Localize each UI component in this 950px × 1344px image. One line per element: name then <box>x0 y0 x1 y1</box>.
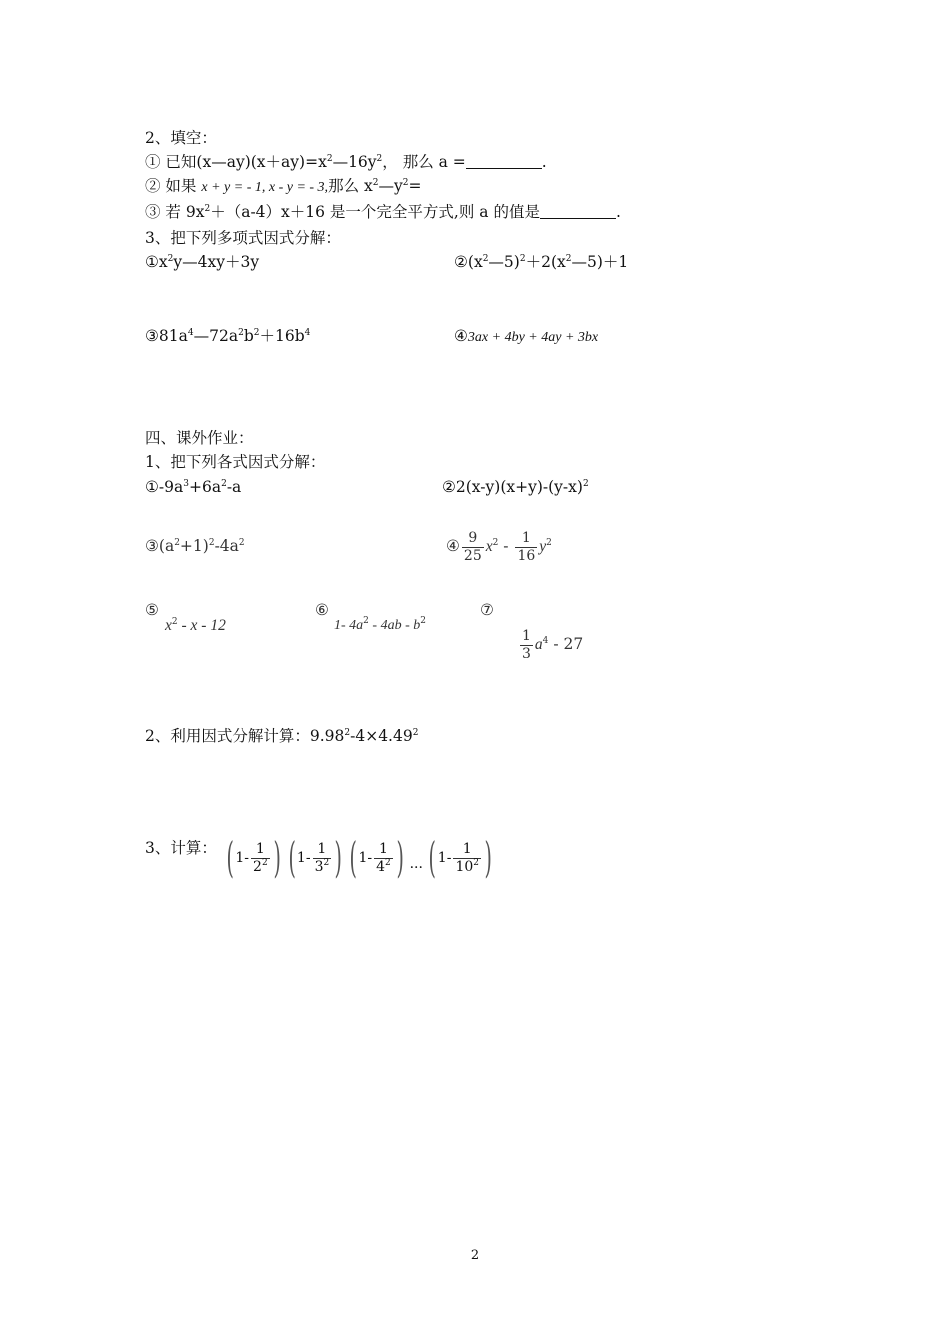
sup: 2 <box>204 204 211 214</box>
answer-blank-1[interactable] <box>466 154 542 169</box>
sup: 2 <box>473 857 479 868</box>
var-a: a <box>534 636 543 653</box>
sup: 4 <box>542 636 549 646</box>
factor-group-10 <box>427 834 493 882</box>
e1-text: -a <box>226 478 242 496</box>
one-minus: 1- <box>235 850 250 866</box>
e4-num: ④ <box>446 537 460 555</box>
q1-text: ① 已知(x—ay)(x＋ay)=x <box>145 153 327 171</box>
q2-text: 2、利用因式分解计算：9.98 <box>145 727 345 745</box>
q1-text: —16y <box>332 153 377 171</box>
sup: 2 <box>323 857 330 868</box>
sup: 2 <box>565 254 572 264</box>
fraction-1-16 <box>515 530 537 565</box>
sup: 4 <box>187 328 194 338</box>
p1-text: ①x <box>145 253 168 271</box>
q1-text: . <box>541 153 547 171</box>
section-2-title: 2、填空： <box>145 129 217 147</box>
frac-den <box>374 858 393 876</box>
homework-e5-num: ⑤ <box>145 601 159 619</box>
sup: 2 <box>253 328 260 338</box>
homework-e1 <box>145 477 241 497</box>
homework-e5 <box>165 615 226 636</box>
right-paren: ) <box>396 833 404 882</box>
sup: 2 <box>174 538 180 548</box>
minus: - <box>498 537 514 555</box>
sup: 2 <box>344 728 351 738</box>
fraction-1-10sq <box>453 841 481 876</box>
product-expression <box>225 834 493 892</box>
sup: 2 <box>167 254 174 264</box>
fraction-1-3sq <box>313 841 332 876</box>
sup: 2 <box>402 178 409 188</box>
den-base: 4 <box>376 858 386 875</box>
factor-problem-4 <box>454 326 598 348</box>
p2-text: ②(x <box>454 253 483 271</box>
homework-e4 <box>446 524 552 569</box>
var-x: x <box>485 538 493 555</box>
left-paren: ( <box>226 833 234 882</box>
answer-blank-3[interactable] <box>540 204 616 219</box>
q2-text: 那么 x <box>328 177 373 195</box>
one-minus: 1- <box>296 850 311 866</box>
p3-text: ③81a <box>145 327 188 345</box>
sup: 2 <box>582 479 589 489</box>
frac-num: 1 <box>521 529 531 546</box>
sup: 2 <box>412 728 419 738</box>
sup: 2 <box>519 254 526 264</box>
q2-text: ② 如果 <box>145 177 197 195</box>
p2-text: ＋2(x <box>525 253 566 271</box>
sup: 2 <box>385 857 391 868</box>
p3-text: b <box>243 327 254 345</box>
frac-num: 9 <box>468 529 478 546</box>
e2-text: ②2(x-y)(x+y)-(y-x) <box>442 478 583 496</box>
fraction-1-4sq <box>374 841 393 876</box>
section-4-title: 四、课外作业： <box>145 429 254 447</box>
e3-text: +1) <box>179 537 209 555</box>
e1-text: +6a <box>188 478 222 496</box>
homework-e3 <box>145 536 245 556</box>
ellipsis: ··· <box>409 860 423 876</box>
left-paren: ( <box>428 833 437 882</box>
den-base: 2 <box>253 858 262 875</box>
fraction-1-3 <box>520 628 533 663</box>
factor-group-2 <box>225 834 282 882</box>
p1-text: y—4xy＋3y <box>173 253 260 271</box>
sup: 2 <box>420 616 426 626</box>
homework-e6 <box>334 615 426 636</box>
e1-text: ①-9a <box>145 478 184 496</box>
homework-e7-num: ⑦ <box>480 601 494 619</box>
frac-num: 1 <box>462 840 472 857</box>
factor-problem-2 <box>454 252 628 272</box>
p4-math: 3ax + 4by + 4ay + 3bx <box>467 330 599 345</box>
q2-text: = <box>408 177 422 195</box>
frac-den: 3 <box>522 645 531 662</box>
q1-text: ， 那么 a = <box>382 153 466 171</box>
p2-text: —5) <box>488 253 520 271</box>
one-minus: 1- <box>358 850 373 866</box>
right-paren: ) <box>273 833 281 882</box>
homework-e6-num: ⑥ <box>315 601 329 619</box>
q3-text: ＋（a-4）x＋16 是一个完全平方式,则 a 的值是 <box>210 203 540 221</box>
sup: 2 <box>261 857 268 868</box>
sup: 2 <box>363 616 369 626</box>
frac-num: 1 <box>522 627 531 644</box>
sup: 2 <box>208 538 215 548</box>
sup: 2 <box>482 254 489 264</box>
e6-text: - 4ab - b <box>368 618 421 633</box>
factor-group-3 <box>287 834 344 882</box>
fill-question-2 <box>145 176 421 198</box>
section-3-title: 3、把下列多项式因式分解： <box>145 229 341 247</box>
q2-text: -4×4.49 <box>350 727 413 745</box>
homework-e2 <box>442 477 589 497</box>
sup: 2 <box>238 328 244 338</box>
den-base: 10 <box>455 858 474 875</box>
p3-text: —72a <box>193 327 239 345</box>
homework-e7 <box>518 622 583 667</box>
e3-text: -4a <box>214 537 239 555</box>
fill-question-3 <box>145 202 621 222</box>
sup: 2 <box>238 538 245 548</box>
right-paren: ) <box>334 833 343 882</box>
sup: 2 <box>171 617 178 627</box>
sup: 2 <box>221 479 227 489</box>
e5-text: - x - 12 <box>177 617 226 634</box>
var-x: x <box>165 617 172 634</box>
left-paren: ( <box>349 833 357 882</box>
page-number: 2 <box>470 1248 480 1263</box>
sup: 2 <box>372 178 379 188</box>
sup: 2 <box>492 538 499 548</box>
frac-num: 1 <box>378 840 388 857</box>
q3-text: ③ 若 9x <box>145 203 205 221</box>
factor-problem-3 <box>145 326 310 346</box>
factor-group-4 <box>348 834 405 882</box>
homework-q2 <box>145 726 418 746</box>
fill-question-1 <box>145 152 547 172</box>
frac-num: 1 <box>255 840 265 857</box>
q3-text: . <box>615 203 621 221</box>
p2-text: —5)＋1 <box>571 253 629 271</box>
frac-den <box>251 858 270 876</box>
homework-q1-title: 1、把下列各式因式分解： <box>145 453 326 471</box>
sup: 2 <box>326 154 333 164</box>
sup: 2 <box>546 538 552 548</box>
homework-q3-title: 3、计算： <box>145 839 217 857</box>
sup: 3 <box>183 479 189 489</box>
p4-num: ④ <box>454 327 468 345</box>
p3-text: ＋16b <box>259 327 305 345</box>
one-minus: 1- <box>437 850 452 866</box>
sup: 4 <box>304 328 311 338</box>
right-paren: ) <box>484 833 492 882</box>
sup: 2 <box>376 154 383 164</box>
var-y: y <box>539 538 547 555</box>
factor-problem-1 <box>145 252 259 272</box>
e6-text: 1- 4a <box>334 618 364 633</box>
e3-text: ③(a <box>145 537 175 555</box>
frac-den <box>453 858 481 876</box>
e7-text: - 27 <box>548 635 584 653</box>
frac-den <box>313 858 332 876</box>
frac-num: 1 <box>317 840 327 857</box>
fraction-1-2sq <box>251 841 270 876</box>
q2-math: x + y = - 1, x - y = - 3, <box>201 180 329 195</box>
q2-text: —y <box>378 177 403 195</box>
frac-den: 25 <box>463 547 482 564</box>
left-paren: ( <box>288 833 296 882</box>
den-base: 3 <box>314 858 324 875</box>
frac-den: 16 <box>517 547 536 564</box>
fraction-9-25 <box>462 530 484 565</box>
